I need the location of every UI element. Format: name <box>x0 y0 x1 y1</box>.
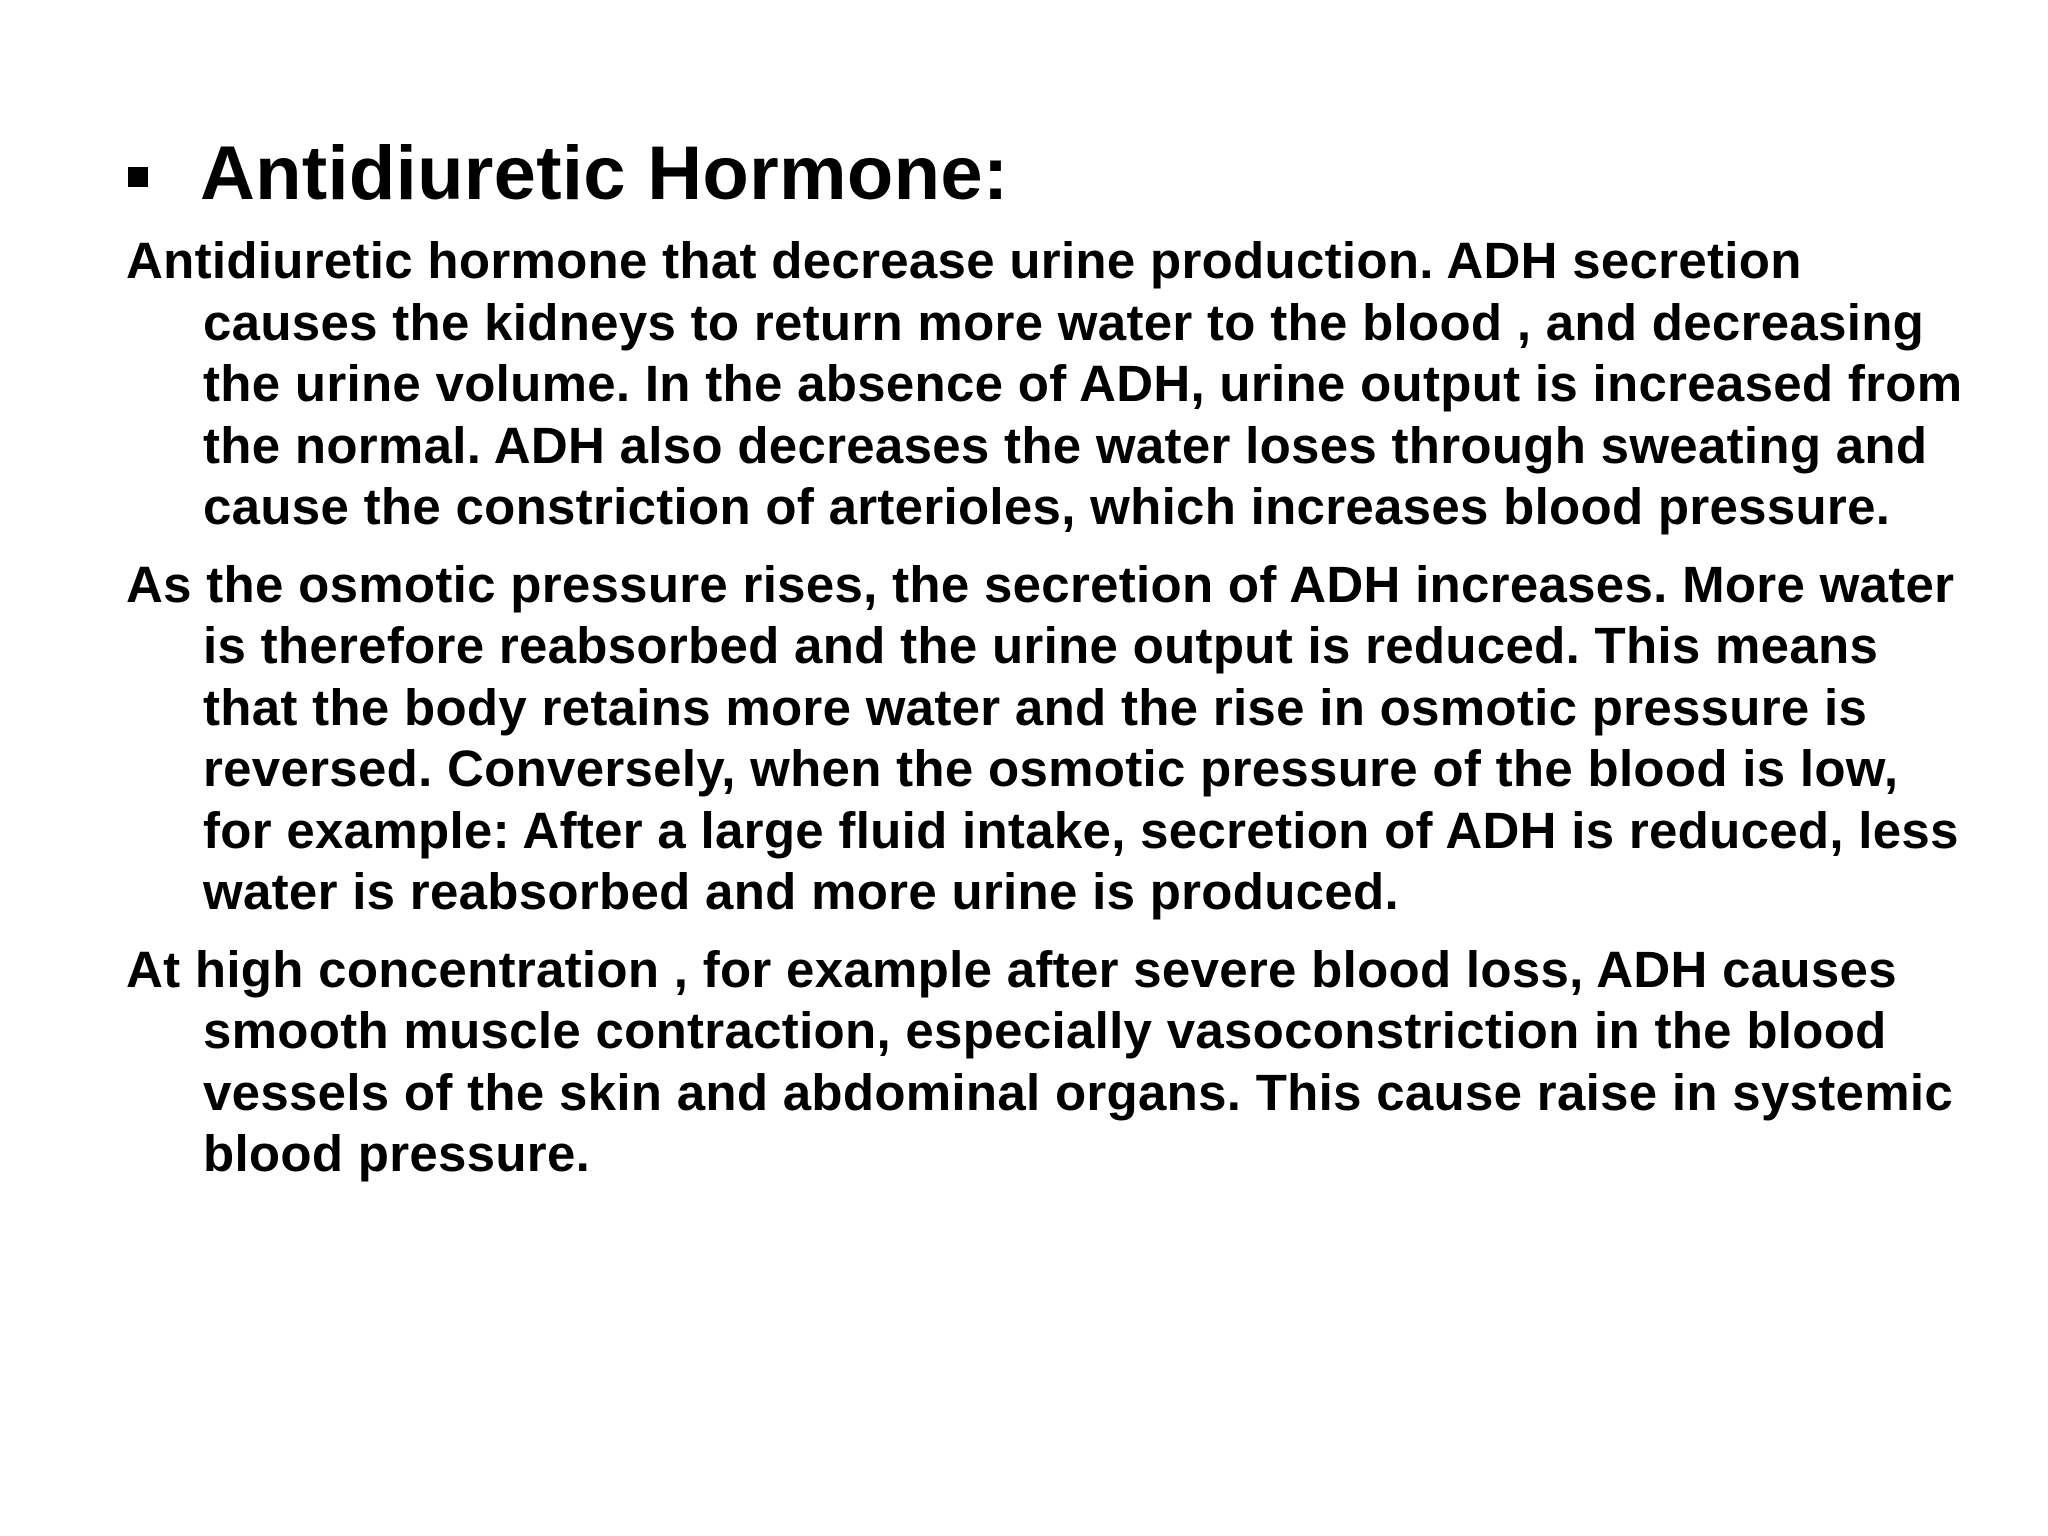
heading-row <box>128 128 1009 220</box>
slide-heading: Antidiuretic Hormone: <box>200 131 1009 216</box>
paragraph-osmotic-pressure: As the osmotic pressure rises, the secretion of ADH increases. More water is therefore reabsorbed and the urine output is reduced. This means that the body retains more water and the rise in osmotic pressure is reversed. Conversely, when the osmotic pressure of the blood is low, for example: After a large fluid intake, secretion of ADH is reduced, less water is reabsorbed and more urine is produced. <box>126 555 1959 920</box>
paragraph-high-concentration: At high concentration , for example after severe blood loss, ADH causes smooth muscle contraction, especially vasoconstriction in the blood vessels of the skin and abdominal organs. This cause raise in systemic blood pressure. <box>126 940 1953 1182</box>
slide-body <box>126 230 1966 1201</box>
paragraph-adh-function: Antidiuretic hormone that decrease urine production. ADH secretion causes the kidneys to return more water to the blood , and decreasing the urine volume. In the absence of ADH, urine output is increased from the normal. ADH also decreases the water loses through sweating and cause the constriction of arterioles, which increases blood pressure. <box>126 232 1963 535</box>
square-bullet-icon <box>128 167 148 187</box>
